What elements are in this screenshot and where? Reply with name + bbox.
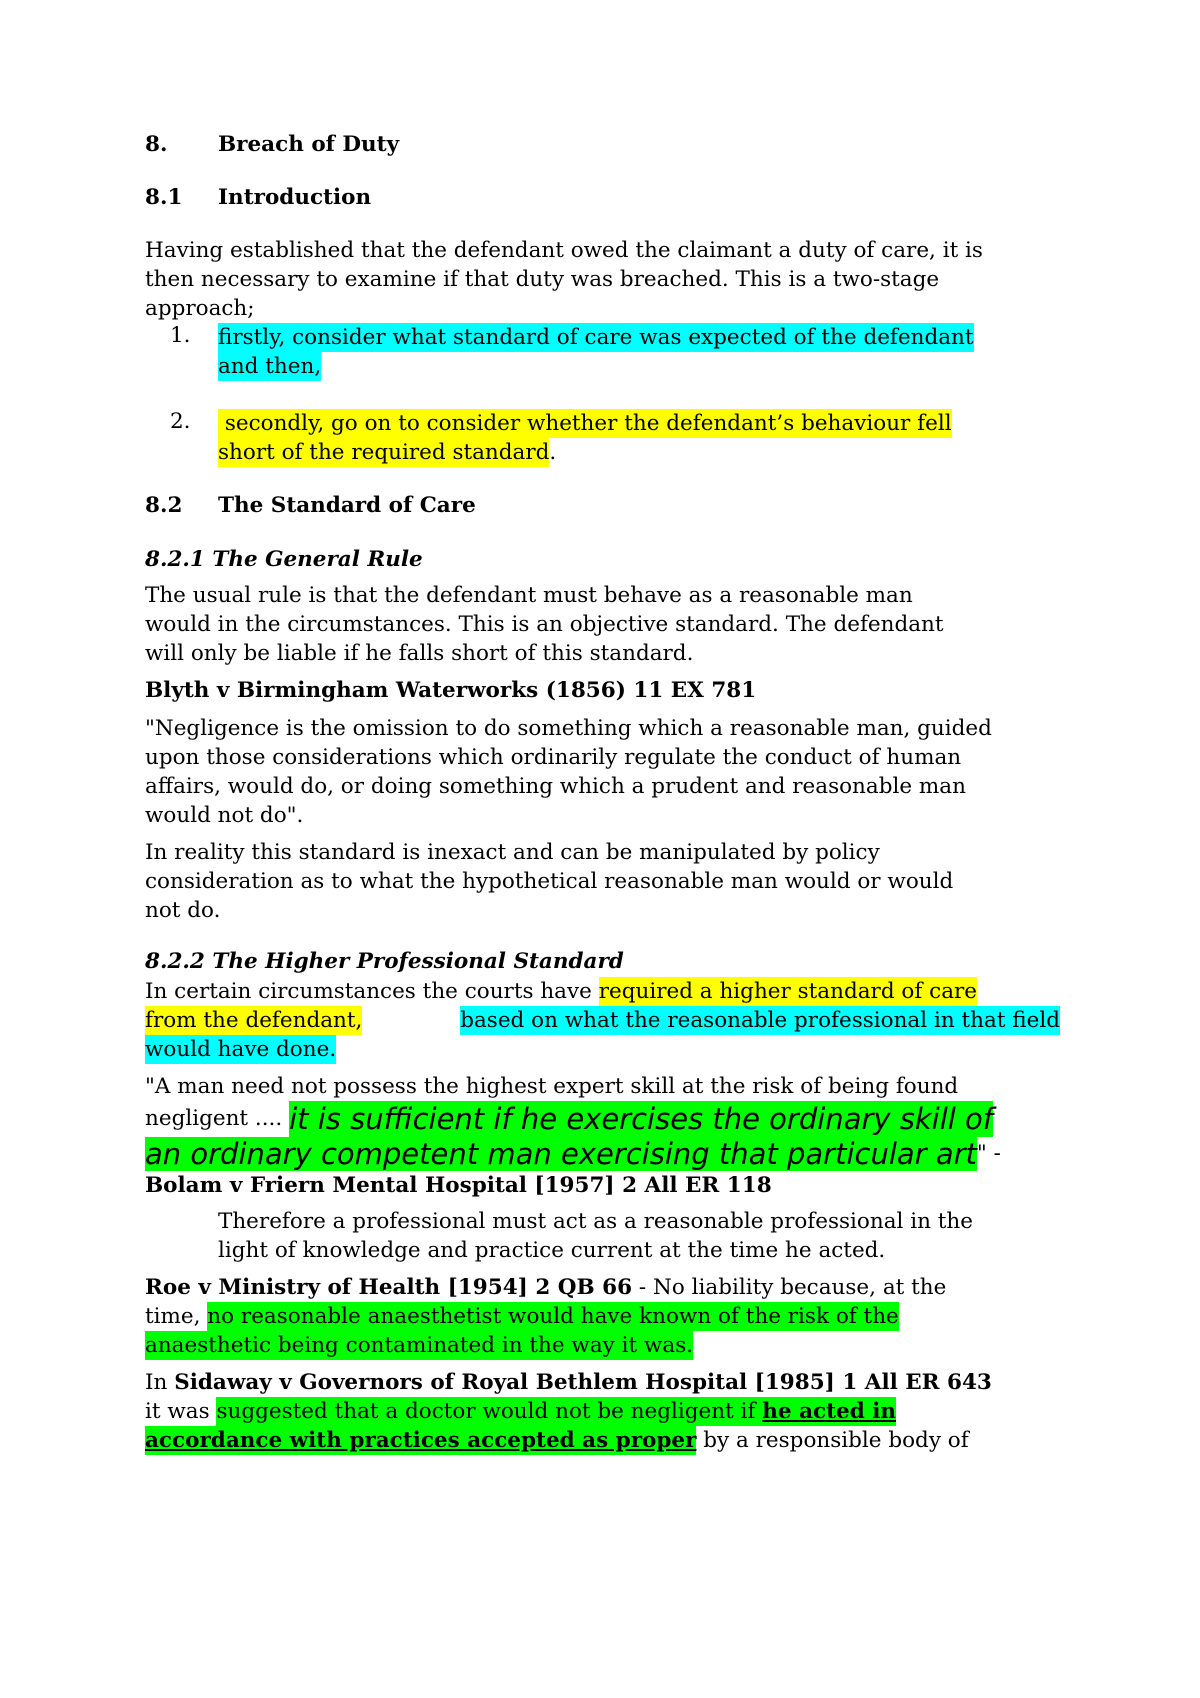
blyth-quote: "Negligence is the omission to do something which a reasonable man, guided upon those considerations which ordinarily regulate the conduct of human affairs, would do, or doing something which a prudent and reasonable man would not do". <box>145 716 992 828</box>
section-heading-8: 8. Breach of Duty <box>145 132 400 157</box>
text-line: then necessary to examine if that duty was breached. This is a two-stage <box>145 267 940 292</box>
section-heading-8-1: 8.1 Introduction <box>145 185 372 210</box>
sidaway-paragraph: In Sidaway v Governors of Royal Bethlem Hospital [1985] 1 All ER 643 it was suggested that a doctor would not be negligent if he acted in accordance with practices accepted as proper by a responsible body of <box>145 1370 992 1453</box>
section-heading-8-2: 8.2 The Standard of Care <box>145 493 476 518</box>
reality-paragraph: In reality this standard is inexact and can be manipulated by policy consideration as to what the hypothetical reasonable man would or would not do. <box>145 840 954 923</box>
higher-standard-paragraph: In certain circumstances the courts have required a higher standard of care from the defendant, based on what the reasonable professional in that field would have done. <box>145 979 1060 1062</box>
subsection-heading-8-2-2: 8.2.2 The Higher Professional Standard <box>145 949 624 974</box>
bolam-quote: "A man need not possess the highest expert skill at the risk of being found negligent .... it is sufficient if he exercises the ordinary skill of an ordinary competent man exercising that particular art " - <box>145 1074 1001 1171</box>
list-item: 2. secondly, go on to consider whether the defendant’s behaviour fell short of the required standard . <box>170 409 952 465</box>
therefore-paragraph: Therefore a professional must act as a reasonable professional in the light of knowledge and practice current at the time he acted. <box>218 1209 973 1263</box>
text-line: Having established that the defendant owed the claimant a duty of care, it is <box>145 238 983 263</box>
case-citation-bolam: Bolam v Friern Mental Hospital [1957] 2 All ER 118 <box>145 1173 772 1198</box>
document-page <box>145 130 1060 1455</box>
general-rule-paragraph: The usual rule is that the defendant must behave as a reasonable man would in the circumstances. This is an objective standard. The defendant will only be liable if he falls short of this standard. <box>145 583 944 666</box>
intro-paragraph <box>145 236 1060 323</box>
roe-paragraph: Roe v Ministry of Health [1954] 2 QB 66 - No liability because, at the time, no reasonable anaesthetist would have known of the risk of the anaesthetic being contaminated in the way it was. <box>145 1275 947 1358</box>
subsection-heading-8-2-1: 8.2.1 The General Rule <box>145 547 423 572</box>
case-citation-blyth: Blyth v Birmingham Waterworks (1856) 11 EX 781 <box>145 678 757 703</box>
list-item: 1. firstly, consider what standard of care was expected of the defendant and then, <box>170 323 974 379</box>
text-line: approach; <box>145 296 255 321</box>
